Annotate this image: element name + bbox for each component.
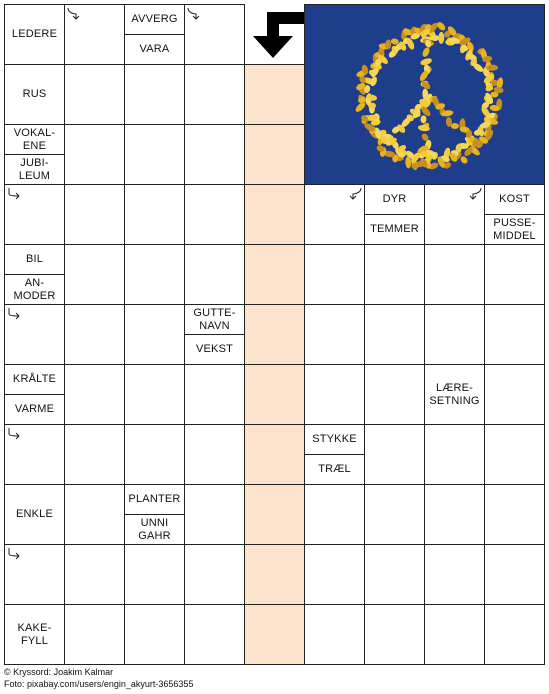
clue-cell: GUTTE- NAVN — [184, 304, 245, 335]
answer-cell[interactable] — [64, 244, 125, 305]
answer-cell[interactable] — [304, 544, 365, 605]
answer-cell[interactable] — [124, 124, 185, 185]
clue-cell: PUSSE- MIDDEL — [484, 214, 545, 245]
solution-cell[interactable] — [244, 304, 305, 365]
answer-cell[interactable] — [304, 304, 365, 365]
answer-cell[interactable] — [64, 424, 125, 485]
answer-cell[interactable] — [484, 604, 545, 665]
answer-cell[interactable] — [124, 304, 185, 365]
answer-cell[interactable] — [124, 604, 185, 665]
answer-cell[interactable] — [364, 484, 425, 545]
credit-photo: Foto: pixabay.com/users/engin_akyurt-3656355 — [4, 679, 194, 689]
answer-cell[interactable] — [424, 604, 485, 665]
answer-cell[interactable] — [184, 604, 245, 665]
solution-cell[interactable] — [244, 124, 305, 185]
answer-cell[interactable] — [424, 544, 485, 605]
hint-arrow-down-icon — [468, 187, 482, 201]
solution-cell[interactable] — [244, 544, 305, 605]
answer-cell[interactable] — [184, 64, 245, 125]
answer-cell[interactable] — [184, 544, 245, 605]
answer-cell[interactable] — [124, 424, 185, 485]
clue-cell: AVVERG — [124, 4, 185, 35]
clue-cell: VARA — [124, 34, 185, 65]
hint-arrow-right-icon — [7, 307, 21, 321]
clue-cell: LÆRE- SETNING — [424, 364, 485, 425]
peace-sign-icon — [305, 5, 545, 185]
clue-cell: VEKST — [184, 334, 245, 365]
answer-cell[interactable] — [484, 244, 545, 305]
hint-arrow-down-icon — [187, 7, 201, 21]
answer-cell[interactable] — [64, 64, 125, 125]
answer-cell[interactable] — [184, 124, 245, 185]
answer-cell[interactable] — [64, 544, 125, 605]
clue-cell: KRÅLTE — [4, 364, 65, 395]
answer-cell[interactable] — [184, 424, 245, 485]
answer-cell[interactable] — [484, 304, 545, 365]
solution-direction-arrow-icon — [249, 12, 305, 60]
answer-cell[interactable] — [484, 424, 545, 485]
hint-arrow-down-icon — [67, 7, 81, 21]
answer-cell[interactable] — [184, 484, 245, 545]
clue-cell: PLANTER — [124, 484, 185, 515]
answer-cell[interactable] — [484, 364, 545, 425]
answer-cell[interactable] — [64, 124, 125, 185]
solution-cell[interactable] — [244, 244, 305, 305]
credit-author: © Kryssord: Joakim Kalmar — [4, 667, 114, 677]
answer-cell[interactable] — [304, 364, 365, 425]
hint-arrow-right-icon — [7, 187, 21, 201]
answer-cell[interactable] — [304, 484, 365, 545]
solution-cell[interactable] — [244, 424, 305, 485]
solution-cell[interactable] — [244, 364, 305, 425]
solution-cell[interactable] — [244, 64, 305, 125]
solution-cell[interactable] — [244, 184, 305, 245]
answer-cell[interactable] — [64, 364, 125, 425]
answer-cell[interactable] — [184, 364, 245, 425]
answer-cell[interactable] — [364, 364, 425, 425]
clue-cell: VARME — [4, 394, 65, 425]
clue-cell: DYR — [364, 184, 425, 215]
clue-cell: KAKE- FYLL — [4, 604, 65, 665]
clue-cell: AN- MODER — [4, 274, 65, 305]
answer-cell[interactable] — [364, 244, 425, 305]
clue-cell: ENKLE — [4, 484, 65, 545]
answer-cell[interactable] — [124, 544, 185, 605]
answer-cell[interactable] — [424, 424, 485, 485]
answer-cell[interactable] — [184, 184, 245, 245]
answer-cell[interactable] — [64, 604, 125, 665]
solution-arrow-cell — [244, 4, 305, 65]
clue-cell: JUBI- LEUM — [4, 154, 65, 185]
clue-cell: TRÆL — [304, 454, 365, 485]
answer-cell[interactable] — [64, 304, 125, 365]
answer-cell[interactable] — [304, 244, 365, 305]
answer-cell[interactable] — [424, 484, 485, 545]
hint-arrow-right-icon — [7, 547, 21, 561]
answer-cell[interactable] — [484, 484, 545, 545]
clue-cell: TEMMER — [364, 214, 425, 245]
clue-cell: VOKAL- ENE — [4, 124, 65, 155]
clue-cell: RUS — [4, 64, 65, 125]
answer-cell[interactable] — [364, 604, 425, 665]
answer-cell[interactable] — [184, 244, 245, 305]
answer-cell[interactable] — [64, 184, 125, 245]
hint-arrow-down-icon — [348, 187, 362, 201]
hint-arrow-right-icon — [7, 427, 21, 441]
answer-cell[interactable] — [364, 424, 425, 485]
clue-cell: LEDERE — [4, 4, 65, 65]
answer-cell[interactable] — [124, 364, 185, 425]
answer-cell[interactable] — [484, 544, 545, 605]
clue-cell: BIL — [4, 244, 65, 275]
answer-cell[interactable] — [124, 244, 185, 305]
answer-cell[interactable] — [304, 604, 365, 665]
answer-cell[interactable] — [124, 184, 185, 245]
solution-cell[interactable] — [244, 604, 305, 665]
answer-cell[interactable] — [64, 484, 125, 545]
clue-cell: KOST — [484, 184, 545, 215]
answer-cell[interactable] — [424, 244, 485, 305]
solution-cell[interactable] — [244, 484, 305, 545]
clue-cell: STYKKE — [304, 424, 365, 455]
clue-cell: UNNI GAHR — [124, 514, 185, 545]
answer-cell[interactable] — [124, 64, 185, 125]
answer-cell[interactable] — [364, 304, 425, 365]
answer-cell[interactable] — [424, 304, 485, 365]
answer-cell[interactable] — [364, 544, 425, 605]
photo-peace-sign — [304, 4, 545, 185]
